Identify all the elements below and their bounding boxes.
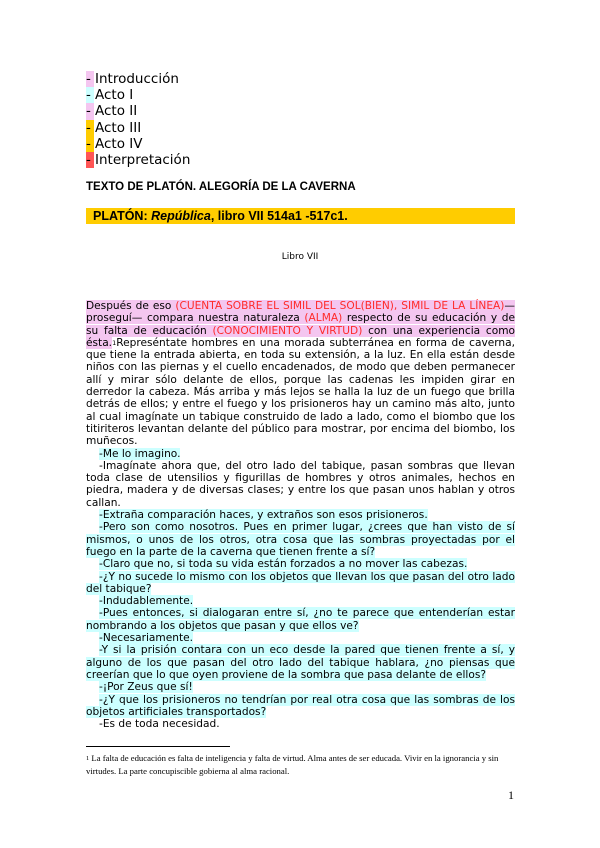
intro-note-1: (CUENTA SOBRE EL SIMIL DEL SOL(BIEN), SIMIL DE LA LÍNEA) xyxy=(175,300,505,312)
toc-marker: - xyxy=(86,71,94,87)
main-text xyxy=(86,300,515,730)
banner-work: República xyxy=(151,209,211,223)
source-banner xyxy=(86,208,515,224)
toc-label: Acto I xyxy=(95,87,134,104)
dialogue xyxy=(86,448,515,731)
page-number: 1 xyxy=(508,788,514,802)
dialogue-line xyxy=(86,694,515,719)
intro-text-1: Después de eso xyxy=(86,300,176,312)
table-of-contents xyxy=(86,71,190,168)
dialogue-line xyxy=(86,448,515,460)
dialogue-text: -Imagínate ahora que, del otro lado del tabique, pasan sombras que llevan toda clase de utensilios y figurillas de hombres y otros animales, hechos en piedra, madera y de diversas clases; y entre los que pasan unos hablan y otros callan. xyxy=(86,459,515,509)
footnote-number: 1 xyxy=(86,755,90,762)
toc-item[interactable] xyxy=(86,120,190,136)
toc-item[interactable] xyxy=(86,136,190,152)
intro-text-5: Represéntate hombres en una morada subterránea en forma de caverna, que tiene la entrada abierta, en toda su extensión, a la luz. En ella están desde niños con las piernas y el cuello encadenados, de modo que deben permanecer allí y mirar sólo delante de ellos, porque las cadenas les impiden girar en derredor la cabeza. Más arriba y más lejos se halla la luz de un fuego que brilla detrás de ellos; y entre el fuego y los prisioneros hay un camino más alto, junto al cual imagínate un tabique construido de lado a lado, como el biombo que los titiriteros levantan delante del público para mostrar, por encima del biombo, los muñecos. xyxy=(86,336,515,448)
intro-text-4: con una experiencia como ésta. xyxy=(86,324,516,349)
dialogue-line xyxy=(86,632,515,644)
intro-note-2: (ALMA) xyxy=(304,312,343,325)
toc-item[interactable] xyxy=(86,152,190,168)
toc-marker: - xyxy=(86,103,94,119)
dialogue-line xyxy=(86,644,515,681)
dialogue-line xyxy=(86,521,515,558)
banner-prefix: PLATÓN: xyxy=(93,209,152,223)
footnote-reference[interactable]: 1 xyxy=(112,338,117,347)
dialogue-text: -Y si la prisión contara con un eco desde la pared que tienen frente a sí, y alguno de los que pasan del otro lado del tabique hablara, ¿no piensas que creerían que lo que oyen proviene de la sombra que pasa delante de ellos? xyxy=(86,644,515,681)
toc-label: Acto IV xyxy=(95,135,143,152)
toc-marker: - xyxy=(86,136,94,152)
toc-item[interactable] xyxy=(86,103,190,119)
toc-marker: - xyxy=(86,120,94,136)
intro-text-2: —proseguí— compara nuestra naturaleza xyxy=(86,300,515,325)
dialogue-text: -Claro que no, si toda su vida están forzados a no mover las cabezas. xyxy=(99,558,468,571)
footnote-divider xyxy=(86,746,230,747)
toc-item[interactable] xyxy=(86,87,190,103)
toc-marker: - xyxy=(86,152,94,168)
dialogue-text: -Necesariamente. xyxy=(99,632,193,645)
dialogue-text: -Pero son como nosotros. Pues en primer lugar, ¿crees que han visto de sí mismos, o unos de los otros, otra cosa que las sombras proyectadas por el fuego en la parte de la caverna que tienen frente a sí? xyxy=(86,521,515,558)
book-heading: Libro VII xyxy=(281,252,319,262)
dialogue-text: -Extraña comparación haces, y extraños son esos prisioneros. xyxy=(99,509,428,522)
intro-text-3: respecto de su educación y de su falta de educación xyxy=(86,312,515,337)
dialogue-line xyxy=(86,509,515,521)
footnote xyxy=(86,752,515,778)
dialogue-line xyxy=(86,571,515,596)
footnote-text: La falta de educación es falta de inteligencia y falta de virtud. Alma antes de ser educada. Vivir en la ignorancia y sin virtudes. La parte concupiscible gobierna al alma racional. xyxy=(86,753,499,776)
dialogue-text: -Me lo imagino. xyxy=(99,447,181,460)
dialogue-text: -¿Y no sucede lo mismo con los objetos que llevan los que pasan del otro lado del tabique? xyxy=(86,570,515,595)
dialogue-line xyxy=(86,718,515,730)
dialogue-line xyxy=(86,607,515,632)
dialogue-text: -Es de toda necesidad. xyxy=(99,718,220,731)
toc-label: Introducción xyxy=(95,71,179,87)
dialogue-text: -Indudablemente. xyxy=(99,595,194,608)
toc-label: Acto III xyxy=(95,119,142,136)
intro-paragraph xyxy=(86,300,515,448)
toc-item[interactable] xyxy=(86,71,190,87)
dialogue-line xyxy=(86,558,515,570)
intro-note-3: (CONOCIMIENTO Y VIRTUD) xyxy=(212,324,363,337)
dialogue-text: -¿Y que los prisioneros no tendrían por real otra cosa que las sombras de los objetos artificiales transportados? xyxy=(86,693,515,718)
banner-suffix: , libro VII 514a1 -517c1. xyxy=(210,209,348,223)
document-title: TEXTO DE PLATÓN. ALEGORÍA DE LA CAVERNA xyxy=(86,181,356,193)
toc-marker: - xyxy=(86,87,94,103)
toc-label: Interpretación xyxy=(95,152,191,169)
toc-label: Acto II xyxy=(95,103,138,120)
dialogue-text: -Pues entonces, si dialogaran entre sí, ¿no te parece que entenderían estar nombrando a los objetos que pasan y que ellos ve? xyxy=(86,607,515,632)
dialogue-line xyxy=(86,595,515,607)
dialogue-line xyxy=(86,460,515,509)
dialogue-text: -¡Por Zeus que sí! xyxy=(99,681,193,694)
dialogue-line xyxy=(86,681,515,693)
